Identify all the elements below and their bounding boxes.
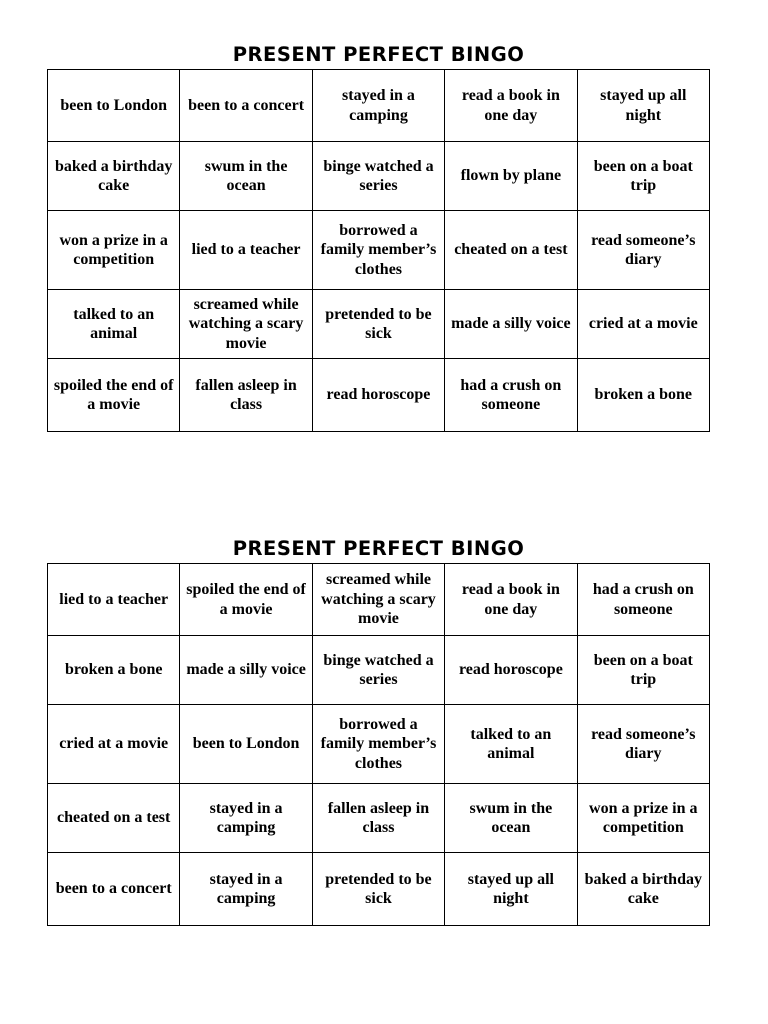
bingo-cell: spoiled the end of a movie [180,564,312,636]
bingo-cell: been on a boat trip [577,142,709,211]
grid-row [48,142,710,211]
bingo-cell: read someone’s diary [577,705,709,784]
bingo-cell: cried at a movie [577,290,709,359]
bingo-cell: borrowed a family member’s clothes [312,705,444,784]
bingo-cell: read horoscope [312,359,444,432]
grid-row [48,70,710,142]
bingo-cell: cried at a movie [48,705,180,784]
bingo-cell: stayed up all night [445,853,577,926]
bingo-cell: been to London [48,70,180,142]
bingo-cell: fallen asleep in class [312,784,444,853]
bingo-cell: stayed in a camping [180,853,312,926]
bingo-cell: binge watched a series [312,636,444,705]
bingo-cell: talked to an animal [445,705,577,784]
bingo-cell: baked a birthday cake [48,142,180,211]
bingo-cell: had a crush on someone [445,359,577,432]
bingo-cell: read someone’s diary [577,211,709,290]
bingo-cell: pretended to be sick [312,290,444,359]
bingo-cell: swum in the ocean [180,142,312,211]
card-title: PRESENT PERFECT BINGO [232,537,525,560]
bingo-cell: made a silly voice [180,636,312,705]
bingo-cell: read horoscope [445,636,577,705]
bingo-cell: pretended to be sick [312,853,444,926]
bingo-cell: been to a concert [48,853,180,926]
bingo-cell: broken a bone [577,359,709,432]
grid-row [48,359,710,432]
card-title: PRESENT PERFECT BINGO [232,43,525,66]
grid-row [48,784,710,853]
bingo-cell: swum in the ocean [445,784,577,853]
bingo-cell: borrowed a family member’s clothes [312,211,444,290]
bingo-cell: won a prize in a competition [577,784,709,853]
grid-row [48,636,710,705]
bingo-cell: baked a birthday cake [577,853,709,926]
grid-row [48,211,710,290]
bingo-cell: screamed while watching a scary movie [180,290,312,359]
bingo-grid [47,69,710,432]
bingo-cell: won a prize in a competition [48,211,180,290]
bingo-cell: been to London [180,705,312,784]
bingo-cell: read a book in one day [445,70,577,142]
bingo-cell: been on a boat trip [577,636,709,705]
bingo-cell: stayed in a camping [312,70,444,142]
bingo-card-1 [47,40,710,432]
bingo-cell: had a crush on someone [577,564,709,636]
grid-row [48,290,710,359]
bingo-cell: cheated on a test [445,211,577,290]
bingo-cell: binge watched a series [312,142,444,211]
bingo-cell: lied to a teacher [48,564,180,636]
bingo-cell: read a book in one day [445,564,577,636]
bingo-cell: lied to a teacher [180,211,312,290]
bingo-cell: stayed in a camping [180,784,312,853]
bingo-cell: screamed while watching a scary movie [312,564,444,636]
bingo-card-2 [47,534,710,926]
grid-row [48,853,710,926]
bingo-grid [47,563,710,926]
bingo-cell: flown by plane [445,142,577,211]
bingo-cell: broken a bone [48,636,180,705]
grid-row [48,564,710,636]
bingo-cell: been to a concert [180,70,312,142]
bingo-cell: cheated on a test [48,784,180,853]
grid-row [48,705,710,784]
bingo-cell: fallen asleep in class [180,359,312,432]
bingo-cell: talked to an animal [48,290,180,359]
bingo-cell: stayed up all night [577,70,709,142]
bingo-cell: spoiled the end of a movie [48,359,180,432]
bingo-cell: made a silly voice [445,290,577,359]
